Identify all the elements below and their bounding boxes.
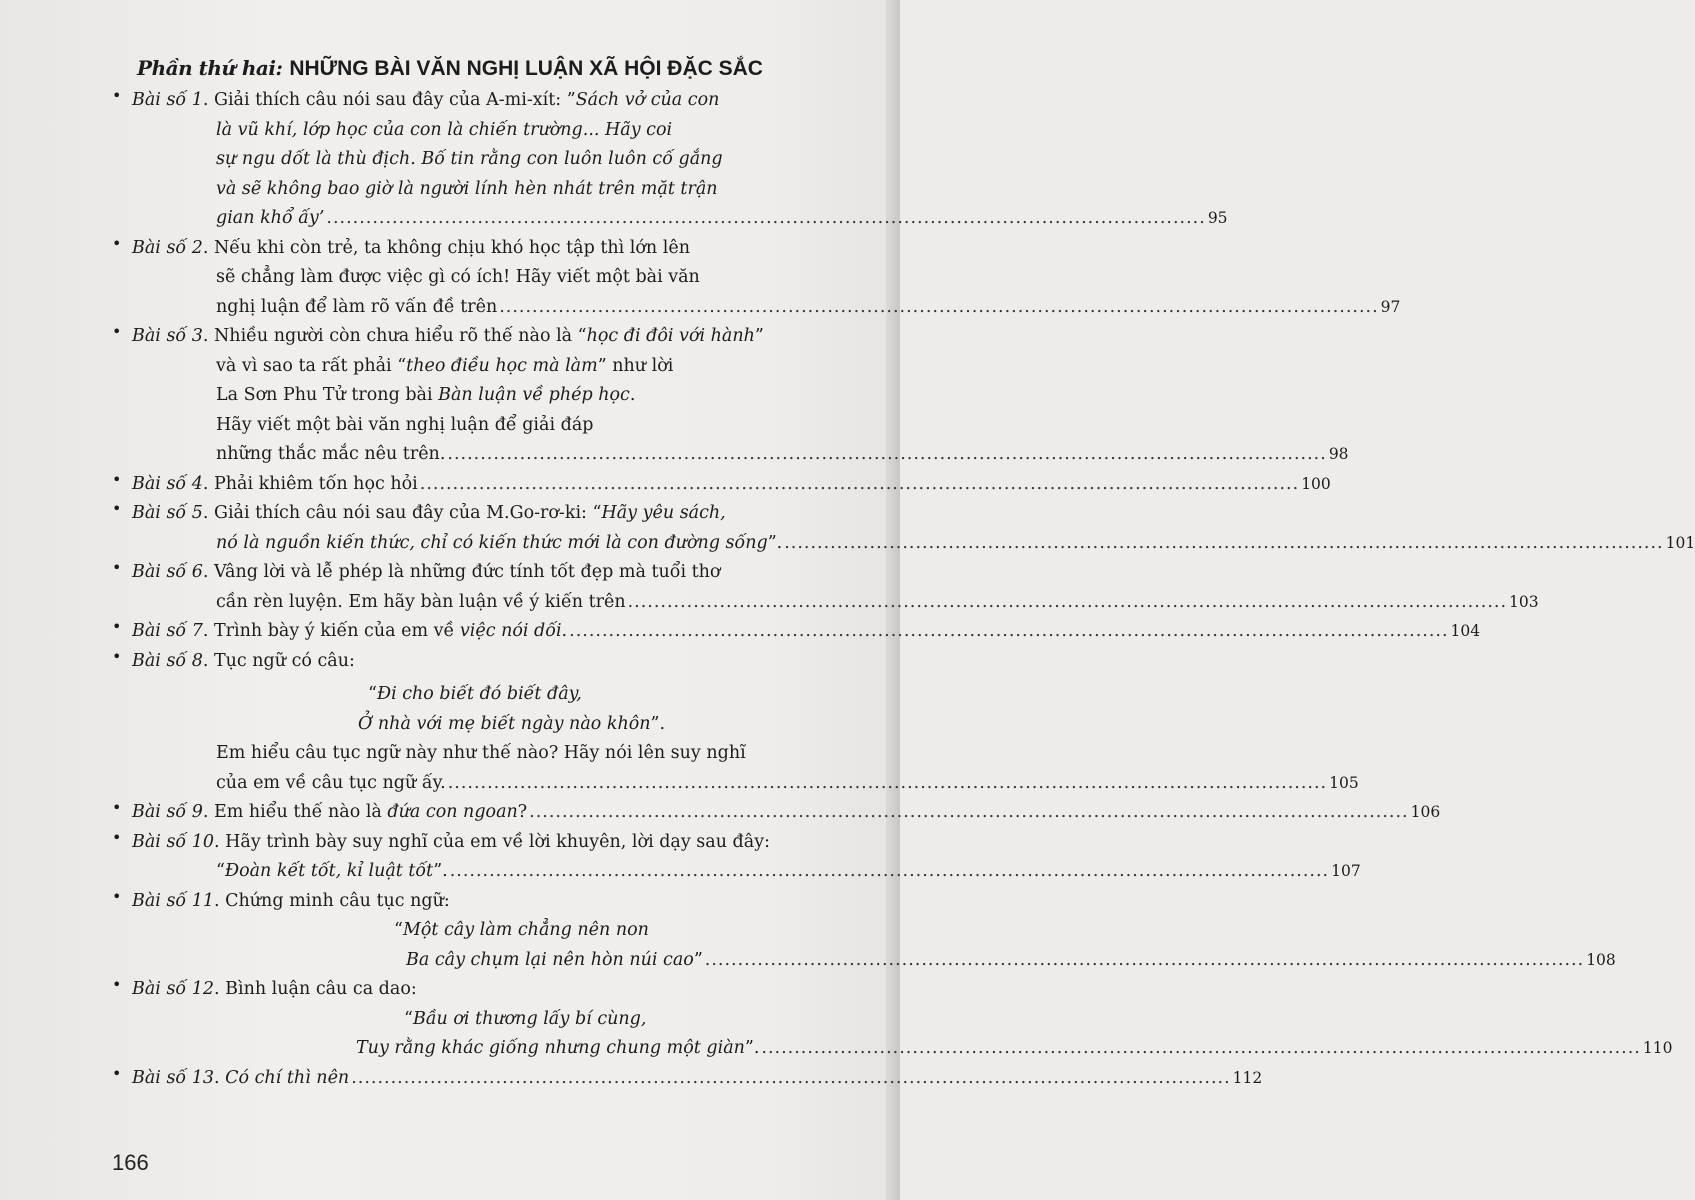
toc-entry-6[interactable]: • Bài số 6. Vâng lời và lễ phép là những đức tính tốt đẹp mà tuổi thơ cần rèn luyện. Em hãy bàn luận về ý kiến trên ...................................................................................................................................... 103 xyxy=(112,558,882,617)
entry-quote: gian khổ ấy’ xyxy=(216,208,325,228)
entry-number: Bài số 9 xyxy=(132,802,203,822)
entry-text: và vì sao ta rất phải “ xyxy=(216,355,407,376)
bullet-icon: • xyxy=(112,469,122,489)
proverb-line: Tuy rằng khác giống nhưng chung một giàn xyxy=(356,1038,745,1058)
page-ref: 105 xyxy=(1329,773,1359,792)
toc-entry-13[interactable]: • Bài số 13. Có chí thì nên ...................................................................................................................................... 112 xyxy=(112,1064,882,1094)
bullet-icon: • xyxy=(112,499,122,518)
entry-text: Vâng lời và lễ phép là những đức tính tốt đẹp mà tuổi thơ xyxy=(213,562,721,582)
entry-quote: Đoàn kết tốt, kỉ luật tốt xyxy=(224,861,434,881)
bullet-icon: • xyxy=(112,86,122,105)
bullet-icon: • xyxy=(112,798,122,817)
section-title: NHỮNG BÀI VĂN NGHỊ LUẬN XÃ HỘI ĐẶC SẮC xyxy=(289,57,763,80)
page-ref: 108 xyxy=(1586,950,1616,969)
bullet-icon: • xyxy=(112,646,122,666)
page-ref: 104 xyxy=(1450,622,1481,640)
entry-number: Bài số 7 xyxy=(132,621,203,641)
bullet-icon: • xyxy=(112,558,122,577)
entry-text: Giải thích câu nói sau đây của M.Go-rơ-ki: “ xyxy=(213,503,602,523)
page-ref: 101 xyxy=(1665,533,1695,552)
page-ref: 95 xyxy=(1207,209,1228,227)
entry-text: ” như lời xyxy=(597,355,674,376)
toc-entry-7[interactable]: • Bài số 7. Trình bày ý kiến của em về việc nói dối. ...................................................................................................................................... 104 xyxy=(112,617,882,647)
toc-entry-10[interactable]: • Bài số 10. Hãy trình bày suy nghĩ của em về lời khuyên, lời dạy sau đây: “Đoàn kết tốt, kỉ luật tốt”. ...................................................................................................................................... 107 xyxy=(112,828,882,887)
entry-text: Hãy viết một bài văn nghị luận để giải đáp xyxy=(216,414,594,435)
entry-text: . xyxy=(629,385,636,405)
entry-number: Bài số 5 xyxy=(132,503,203,523)
entry-number: Bài số 12 xyxy=(132,979,214,999)
entry-quote: Sách vở của con xyxy=(575,90,720,110)
section-header xyxy=(0,55,900,82)
entry-text: “ xyxy=(368,684,377,704)
entry-number: Bài số 10 xyxy=(132,831,214,852)
entry-number: Bài số 3 xyxy=(132,326,203,346)
entry-emphasis: Có chí thì nên xyxy=(225,1067,350,1088)
entry-quote: sự ngu dốt là thù địch. Bố tin rằng con luôn luôn cố gắng xyxy=(216,149,723,169)
entry-number: Bài số 4 xyxy=(132,473,203,494)
toc-entry-12[interactable]: • Bài số 12. Bình luận câu ca dao: “Bầu ơi thương lấy bí cùng, Tuy rằng khác giống nhưng chung một giàn”. ...................................................................................................................................... 110 xyxy=(112,975,882,1064)
entry-text: . xyxy=(561,621,568,641)
bullet-icon: • xyxy=(112,233,122,253)
page-ref: 110 xyxy=(1642,1039,1673,1057)
entry-text: Chứng minh câu tục ngữ: xyxy=(225,890,450,911)
toc-entry-2[interactable]: • Bài số 2. Nếu khi còn trẻ, ta không chịu khó học tập thì lớn lên sẽ chẳng làm được việc gì có ích! Hãy viết một bài văn nghị luận để làm rõ vấn đề trên ...................................................................................................................................... 97 xyxy=(112,234,882,323)
toc-entry-4[interactable]: • Bài số 4. Phải khiêm tốn học hỏi ...................................................................................................................................... 100 xyxy=(112,470,882,500)
entry-emphasis: theo điều học mà làm xyxy=(406,355,598,376)
entry-text: những thắc mắc nêu trên. xyxy=(216,444,446,464)
proverb-line: Ba cây chụm lại nên hòn núi cao xyxy=(406,949,694,970)
entry-text: Em hiểu câu tục ngữ này như thế nào? Hãy nói lên suy nghĩ xyxy=(216,743,746,763)
page-ref: 100 xyxy=(1301,474,1331,493)
entry-number: Bài số 8 xyxy=(132,650,203,671)
page-number: 166 xyxy=(112,1150,149,1175)
entry-text: ” xyxy=(693,949,703,970)
entry-text: Giải thích câu nói sau đây của A-mi-xít: ” xyxy=(213,90,576,110)
toc-entry-1[interactable]: • Bài số 1. Giải thích câu nói sau đây của A-mi-xít: ”Sách vở của con là vũ khí, lớp học của con là chiến trường... Hãy coi sự ngu dốt là thù địch. Bố tin rằng con luôn luôn cố gắng và sẽ không bao giờ là người lính hèn nhát trên mặt trận gian khổ ấy’ ...................................................................................................................................... 95 xyxy=(112,86,882,234)
proverb-line: Ở nhà với mẹ biết ngày nào khôn xyxy=(358,713,651,734)
entry-text: Nếu khi còn trẻ, ta không chịu khó học tập thì lớn lên xyxy=(213,237,690,258)
page-ref: 103 xyxy=(1509,592,1539,611)
entry-text: ”. xyxy=(650,713,666,734)
toc-entry-11[interactable]: • Bài số 11. Chứng minh câu tục ngữ: “Một cây làm chẳng nên non Ba cây chụm lại nên hòn núi cao” ...................................................................................................................................... 108 xyxy=(112,887,882,976)
entry-text: ”. xyxy=(767,532,783,553)
entry-emphasis: việc nói dối xyxy=(459,621,562,641)
toc-entry-8[interactable]: • Bài số 8. Tục ngữ có câu: “Đi cho biết đó biết đây, Ở nhà với mẹ biết ngày nào khôn”. Em hiểu câu tục ngữ này như thế nào? Hãy nói lên suy nghĩ của em về câu tục ngữ ấy. ...................................................................................................................................... 105 xyxy=(112,647,882,799)
page-ref: 112 xyxy=(1232,1068,1263,1087)
entry-emphasis: đứa con ngoan xyxy=(387,802,518,822)
bullet-icon: • xyxy=(112,617,122,636)
section-part-label: Phần thứ hai: xyxy=(137,56,283,80)
entry-quote: và sẽ không bao giờ là người lính hèn nhát trên mặt trận xyxy=(216,178,718,199)
entry-text: Trình bày ý kiến của em về xyxy=(213,621,460,641)
page-ref: 97 xyxy=(1380,297,1401,316)
entry-text: cần rèn luyện. Em hãy bàn luận về ý kiến trên xyxy=(216,591,626,612)
entry-number: Bài số 2 xyxy=(132,237,203,258)
entry-text: “ xyxy=(216,861,225,881)
entry-text: Tục ngữ có câu: xyxy=(213,650,355,671)
entry-text: ? xyxy=(517,802,528,822)
entry-text: ”. xyxy=(433,861,448,881)
bullet-icon: • xyxy=(112,1063,122,1083)
entry-text: ” xyxy=(754,326,764,346)
proverb-line: Đi cho biết đó biết đây, xyxy=(376,684,582,704)
entry-text: Nhiều người còn chưa hiểu rõ thế nào là “ xyxy=(213,326,587,346)
entry-emphasis: học đi đôi với hành xyxy=(586,326,755,346)
entry-quote: là vũ khí, lớp học của con là chiến trường... Hãy coi xyxy=(216,119,673,140)
toc-entry-3[interactable]: • Bài số 3. Nhiều người còn chưa hiểu rõ thế nào là “học đi đôi với hành” và vì sao ta rất phải “theo điều học mà làm” như lời La Sơn Phu Tử trong bài Bàn luận về phép học. Hãy viết một bài văn nghị luận để giải đáp những thắc mắc nêu trên. ...................................................................................................................................... 98 xyxy=(112,322,882,470)
proverb-line: Bầu ơi thương lấy bí cùng, xyxy=(412,1008,647,1029)
entry-quote: nó là nguồn kiến thức, chỉ có kiến thức mới là con đường sống xyxy=(216,532,768,553)
bullet-icon: • xyxy=(112,827,122,847)
entry-text: Em hiểu thế nào là xyxy=(213,802,388,822)
toc-entry-5[interactable]: • Bài số 5. Giải thích câu nói sau đây của M.Go-rơ-ki: “Hãy yêu sách, nó là nguồn kiến thức, chỉ có kiến thức mới là con đường sống”. ...................................................................................................................................... 101 xyxy=(112,499,882,558)
entry-quote: Hãy yêu sách, xyxy=(601,503,726,523)
entry-emphasis: Bàn luận về phép học xyxy=(438,385,630,405)
entry-number: Bài số 1 xyxy=(132,90,203,110)
entry-text: của em về câu tục ngữ ấy. xyxy=(216,772,446,793)
table-of-contents xyxy=(112,86,1695,1093)
entry-text: Phải khiêm tốn học hỏi xyxy=(213,473,418,494)
entry-number: Bài số 13 xyxy=(132,1067,214,1088)
entry-text: Hãy trình bày suy nghĩ của em về lời khuyên, lời dạy sau đây: xyxy=(225,831,770,852)
entry-number: Bài số 11 xyxy=(132,890,214,911)
bullet-icon: • xyxy=(112,975,122,994)
toc-entry-9[interactable]: • Bài số 9. Em hiểu thế nào là đứa con ngoan? ...................................................................................................................................... 106 xyxy=(112,798,882,828)
entry-text: ”. xyxy=(744,1038,760,1058)
entry-text: sẽ chẳng làm được việc gì có ích! Hãy viết một bài văn xyxy=(216,267,700,287)
entry-text: “ xyxy=(404,1008,413,1029)
entry-text: “ xyxy=(394,920,403,940)
proverb-line: Một cây làm chẳng nên non xyxy=(402,920,649,940)
entry-text: Bình luận câu ca dao: xyxy=(225,979,417,999)
page-ref: 106 xyxy=(1410,803,1441,821)
entry-number: Bài số 6 xyxy=(132,562,203,582)
bullet-icon: • xyxy=(112,886,122,906)
bullet-icon: • xyxy=(112,322,122,341)
page-ref: 98 xyxy=(1328,445,1349,463)
entry-text: nghị luận để làm rõ vấn đề trên xyxy=(216,296,498,317)
page-ref: 107 xyxy=(1331,862,1361,880)
entry-text: La Sơn Phu Tử trong bài xyxy=(216,385,439,405)
